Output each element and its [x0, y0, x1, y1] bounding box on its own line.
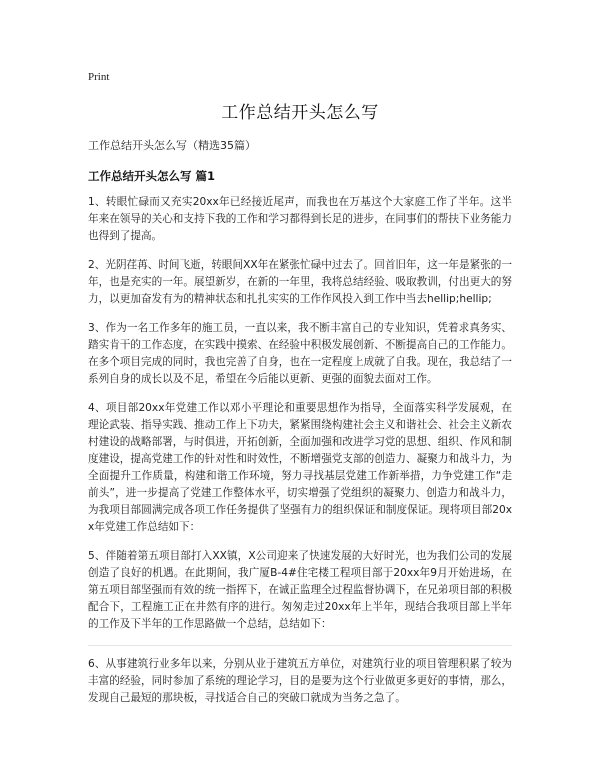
section-heading: 工作总结开头怎么写 篇1	[88, 169, 216, 183]
paragraph-3: 3、作为一名工作多年的施工员，一直以来，我不断丰富自己的专业知识，凭着求真务实、踏实肯干的工作态度，在实践中摸索、在经验中积极发展创新、不断提高自己的工作能力。在多个项目完成的同时，我也完善了自身，也在一定程度上成就了自我。现在，我总结了一系列自身的成长以及不足，希望在今后能以更新、更强的面貌去面对工作。	[88, 322, 512, 385]
paragraph-1: 1、转眼忙碌而又充实20xx年已经接近尾声，而我也在万基这个大家庭工作了半年。这半年来在领导的关心和支持下我的工作和学习都得到长足的进步，在同事们的帮扶下业务能力也得到了提高。	[88, 196, 512, 242]
divider	[88, 645, 512, 646]
print-label: Print	[88, 71, 110, 83]
paragraph-5: 5、伴随着第五项目部打入XX镇，X公司迎来了快速发展的大好时光，也为我们公司的发展创造了良好的机遇。在此期间，我广厦B-4#住宅楼工程项目部于20xx年9月开始进场，在第五项目部坚强而有效的统一指挥下，在诚正监理全过程监督协调下，在兄弟项目部的积极配合下，工程施工正在井然有序的进行。匆匆走过20xx年上半年，现结合我项目部上半年的工作及下半年的工作思路做一个总结，总结如下：	[88, 550, 512, 630]
paragraph-4: 4、项目部20xx年党建工作以邓小平理论和重要思想作为指导，全面落实科学发展观，在理论武装、指导实践、推动工作上下功夫，紧紧围绕构建社会主义和谐社会、社会主义新农村建设的战略部署，与时俱进，开拓创新，全面加强和改进学习党的思想、组织、作风和制度建设，提高党建工作的针对性和时效性，不断增强党支部的创造力、凝聚力和战斗力，为全面提升工作质量，构建和谐工作环境，努力寻找基层党建工作新举措，力争党建工作“走前头”，进一步提高了党建工作整体水平，切实增强了党组织的凝聚力、创造力和战斗力，为我项目部圆满完成各项工作任务提供了坚强有力的组织保证和制度保证。现将项目部20xx年党建工作总结如下：	[88, 402, 512, 533]
document-subtitle: 工作总结开头怎么写（精选35篇）	[88, 139, 256, 152]
paragraph-2: 2、光阴荏苒、时间飞逝，转眼间XX年在紧张忙碌中过去了。回首旧年，这一年是紧张的一年，也是充实的一年。展望新岁，在新的一年里，我将总结经验、吸取教训，付出更大的努力，以更加奋发有为的精神状态和扎扎实实的工作作风投入到工作中当去hellip;hellip;	[88, 259, 512, 305]
document-title: 工作总结开头怎么写	[221, 103, 379, 123]
paragraph-6: 6、从事建筑行业多年以来，分别从业于建筑五方单位，对建筑行业的项目管理积累了较为丰富的经验，同时参加了系统的理论学习，目的是要为这个行业做更多更好的事情，那么，发现自己最短的那块板，寻找适合自己的突破口就成为当务之急了。	[88, 658, 512, 704]
